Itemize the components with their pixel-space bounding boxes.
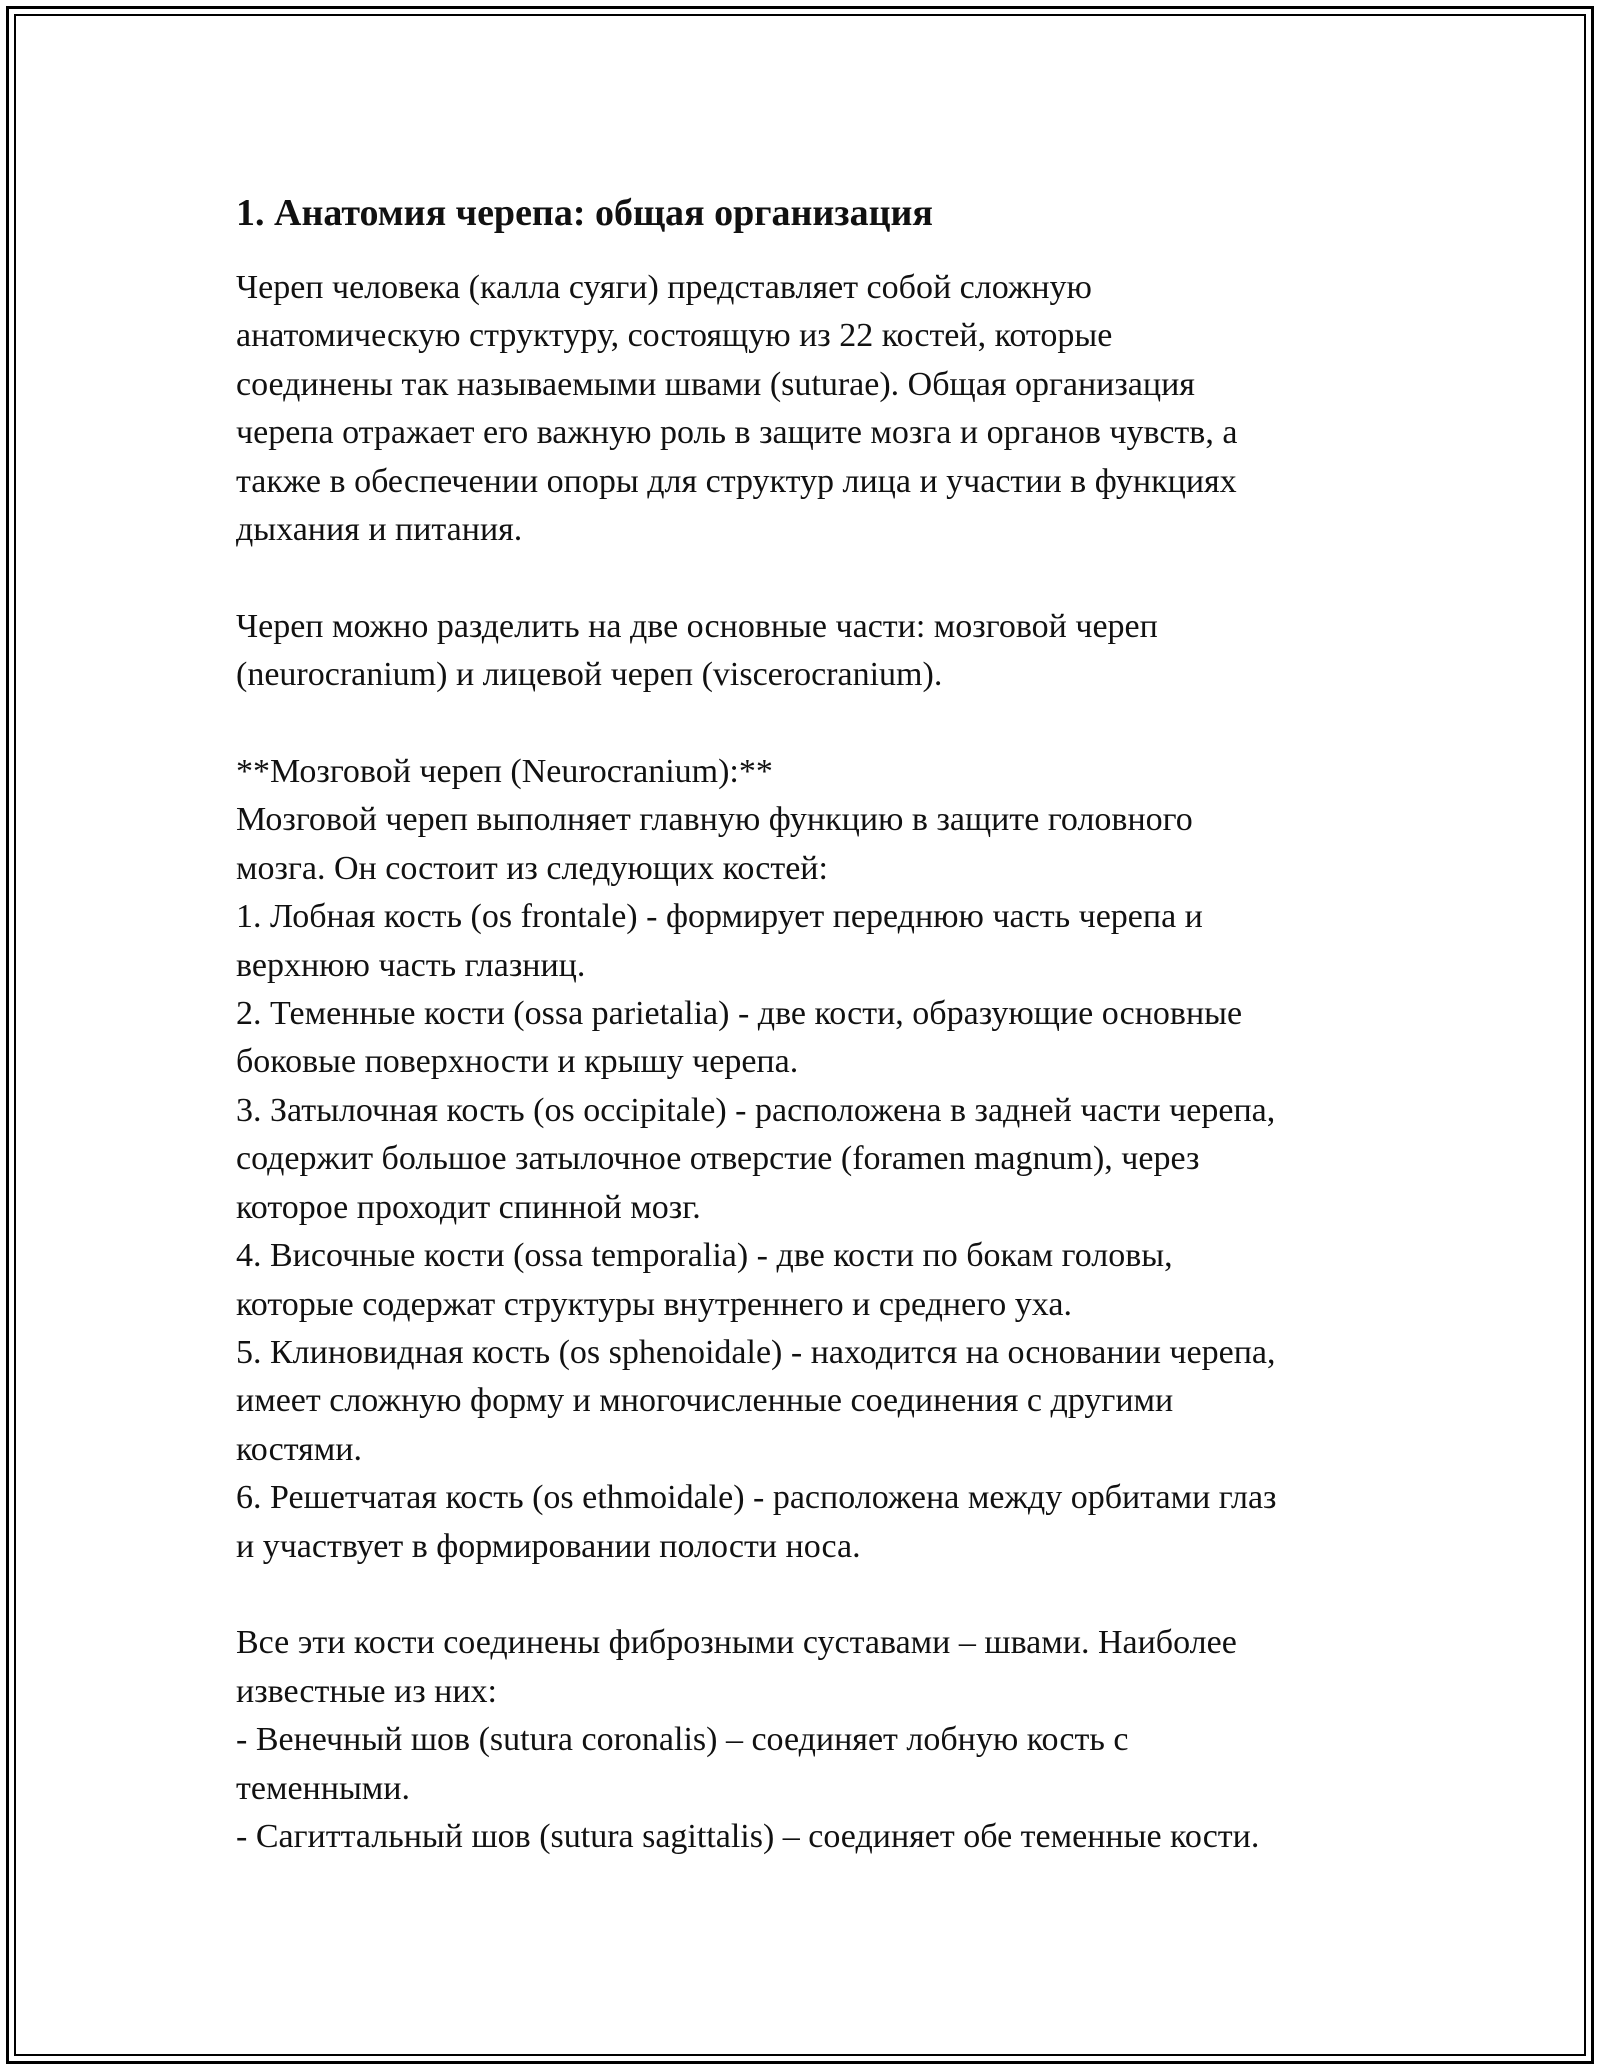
list-item-line: боковые поверхности и крышу черепа.	[236, 1043, 799, 1081]
section-heading-line: **Мозговой череп (Neurocranium):**	[236, 753, 773, 791]
list-item-line: которые содержат структуры внутреннего и среднего уха.	[236, 1285, 1072, 1323]
list-item-line: 5. Клиновидная кость (os sphenoidale) - находится на основании черепа,	[236, 1333, 1276, 1371]
list-item-line: 6. Решетчатая кость (os ethmoidale) - расположена между орбитами глаз	[236, 1479, 1277, 1517]
text-line: черепа отражает его важную роль в защите мозга и органов чувств, а	[236, 414, 1238, 452]
list-item-line: 2. Теменные кости (ossa parietalia) - две кости, образующие основные	[236, 995, 1243, 1033]
bullet-line: - Сагиттальный шов (sutura sagittalis) – соединяет обе теменные кости.	[236, 1817, 1260, 1855]
text-line: известные из них:	[236, 1672, 497, 1710]
list-item-line: имеет сложную форму и многочисленные соединения с другими	[236, 1382, 1174, 1420]
document-body	[236, 188, 1396, 1861]
list-item-line: костями.	[236, 1430, 362, 1468]
paragraph-gap	[236, 1571, 1396, 1619]
paragraph-gap	[236, 554, 1396, 602]
text-line: (neurocranium) и лицевой череп (viscerocranium).	[236, 656, 943, 694]
bullet-line: - Венечный шов (sutura coronalis) – соединяет лобную кость с	[236, 1721, 1129, 1759]
text-line: Череп человека (калла суяги) представляет собой сложную	[236, 269, 1092, 306]
list-item-line: 4. Височные кости (ossa temporalia) - две кости по бокам головы,	[236, 1237, 1173, 1275]
text-line: мозга. Он состоит из следующих костей:	[236, 849, 828, 887]
text-line: анатомическую структуру, состоящую из 22 костей, которые	[236, 317, 1113, 355]
text-line: Все эти кости соединены фиброзными суставами – швами. Наиболее	[236, 1624, 1237, 1662]
list-item-line: содержит большое затылочное отверстие (foramen magnum), через	[236, 1140, 1200, 1178]
list-item-line: верхнюю часть глазниц.	[236, 946, 586, 984]
document-text	[236, 264, 1396, 1861]
text-line: Череп можно разделить на две основные части: мозговой череп	[236, 607, 1158, 645]
list-item-line: 1. Лобная кость (os frontale) - формирует переднюю часть черепа и	[236, 898, 1203, 936]
list-item-line: 3. Затылочная кость (os occipitale) - расположена в задней части черепа,	[236, 1091, 1276, 1129]
text-line: Мозговой череп выполняет главную функцию в защите головного	[236, 801, 1193, 839]
text-line: также в обеспечении опоры для структур лица и участии в функциях	[236, 462, 1237, 500]
list-item-line: которое проходит спинной мозг.	[236, 1188, 701, 1226]
paragraph-gap	[236, 700, 1396, 748]
text-line: соединены так называемыми швами (suturae). Общая организация	[236, 365, 1195, 403]
bullet-line: теменными.	[236, 1769, 411, 1807]
text-line: дыхания и питания.	[236, 511, 523, 549]
list-item-line: и участвует в формировании полости носа.	[236, 1527, 861, 1565]
page-title: 1. Анатомия черепа: общая организация	[236, 192, 933, 234]
